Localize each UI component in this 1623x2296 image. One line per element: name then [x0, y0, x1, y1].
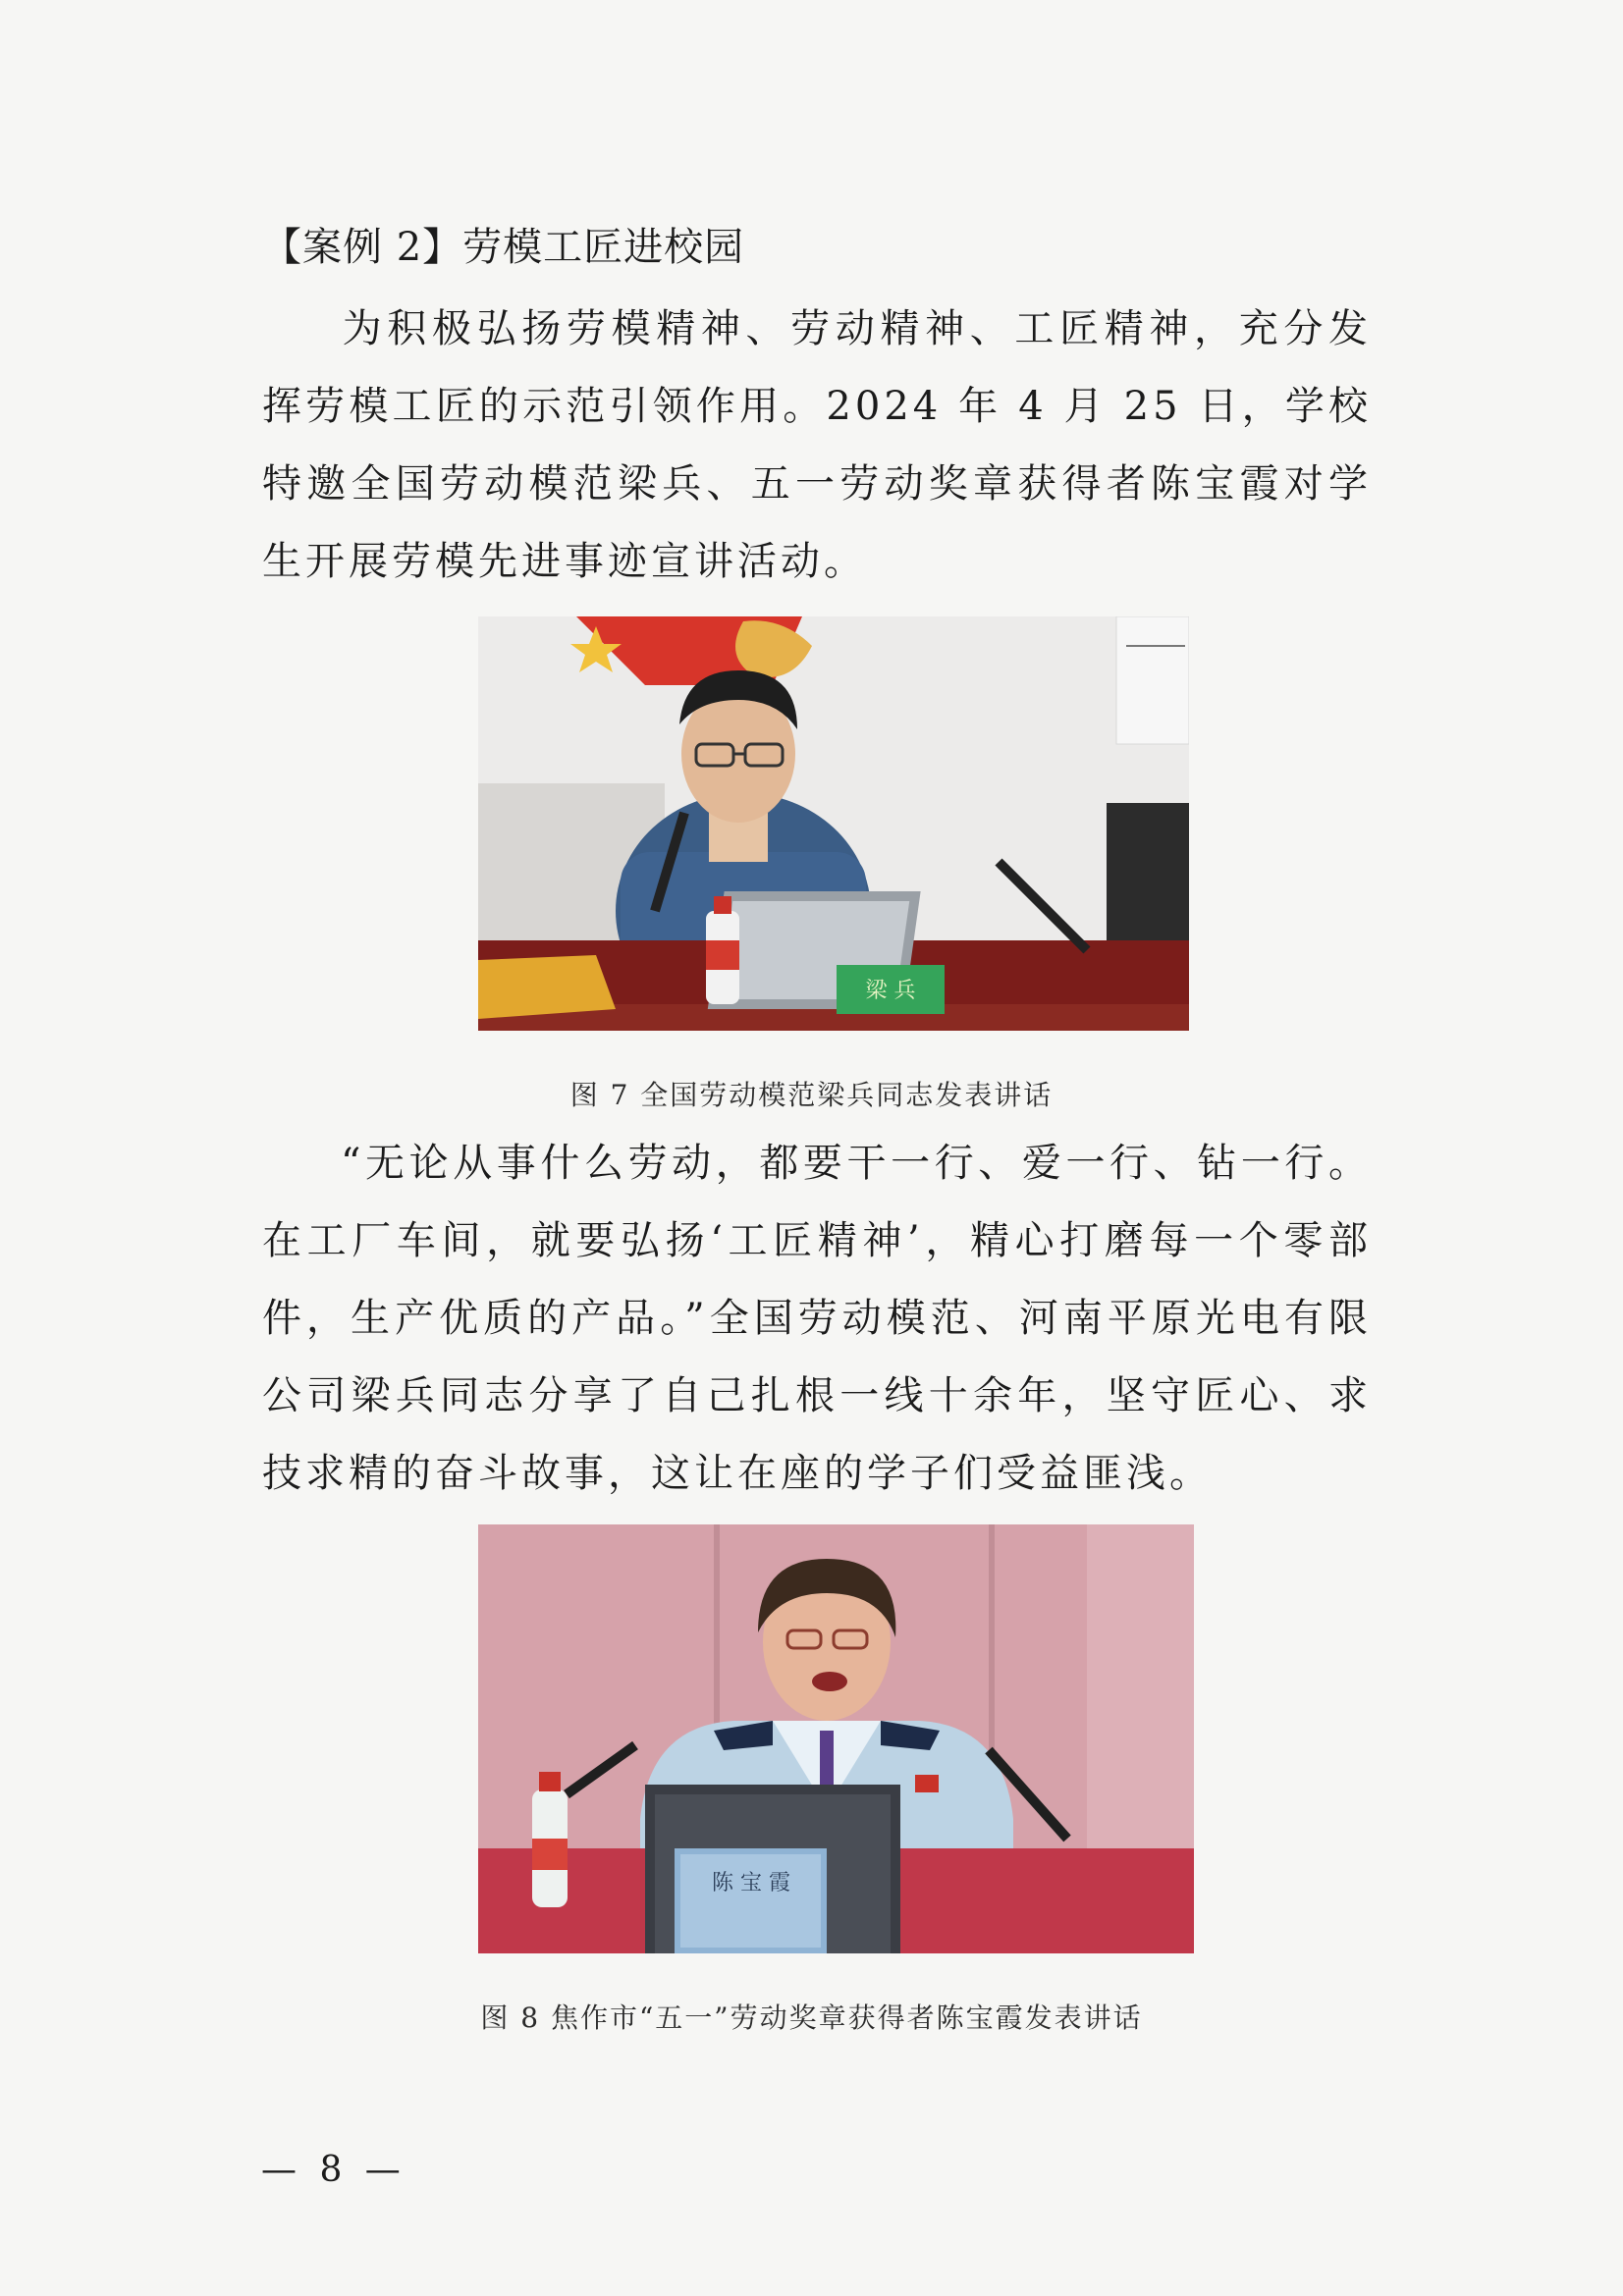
figure-7-caption: 图 7 全国劳动模范梁兵同志发表讲话 — [569, 1079, 1054, 1111]
quote-paragraph — [262, 1125, 1372, 1513]
intro-paragraph-text: 为积极弘扬劳模精神、劳动精神、工匠精神，充分发挥劳模工匠的示范引领作用。2024 年 4 月 25 日，学校特邀全国劳动模范梁兵、五一劳动奖章获得者陈宝霞对学生开展劳模先进事迹宣讲活动。 — [262, 306, 1372, 584]
figure-7-photo — [478, 616, 1189, 1031]
nameplate-1-label: 梁 兵 — [865, 979, 916, 1003]
intro-paragraph — [262, 291, 1372, 601]
figure-8-photo — [478, 1524, 1194, 1953]
case-heading: 【案例 2】劳模工匠进校园 — [262, 225, 745, 270]
figure-8-caption: 图 8 焦作市“五一”劳动奖章获得者陈宝霞发表讲话 — [480, 2002, 1143, 2034]
page-number: — 8 — — [261, 2150, 406, 2190]
nameplate-2-label: 陈 宝 霞 — [712, 1871, 790, 1896]
quote-paragraph-text: “无论从事什么劳动，都要干一行、爱一行、钻一行。在工厂车间，就要弘扬‘工匠精神’，精心打磨每一个零部件，生产优质的产品。”全国劳动模范、河南平原光电有限公司梁兵同志分享了自己扎根一线十余年，坚守匠心、求技求精的奋斗故事，这让在座的学子们受益匪浅。 — [262, 1141, 1372, 1496]
